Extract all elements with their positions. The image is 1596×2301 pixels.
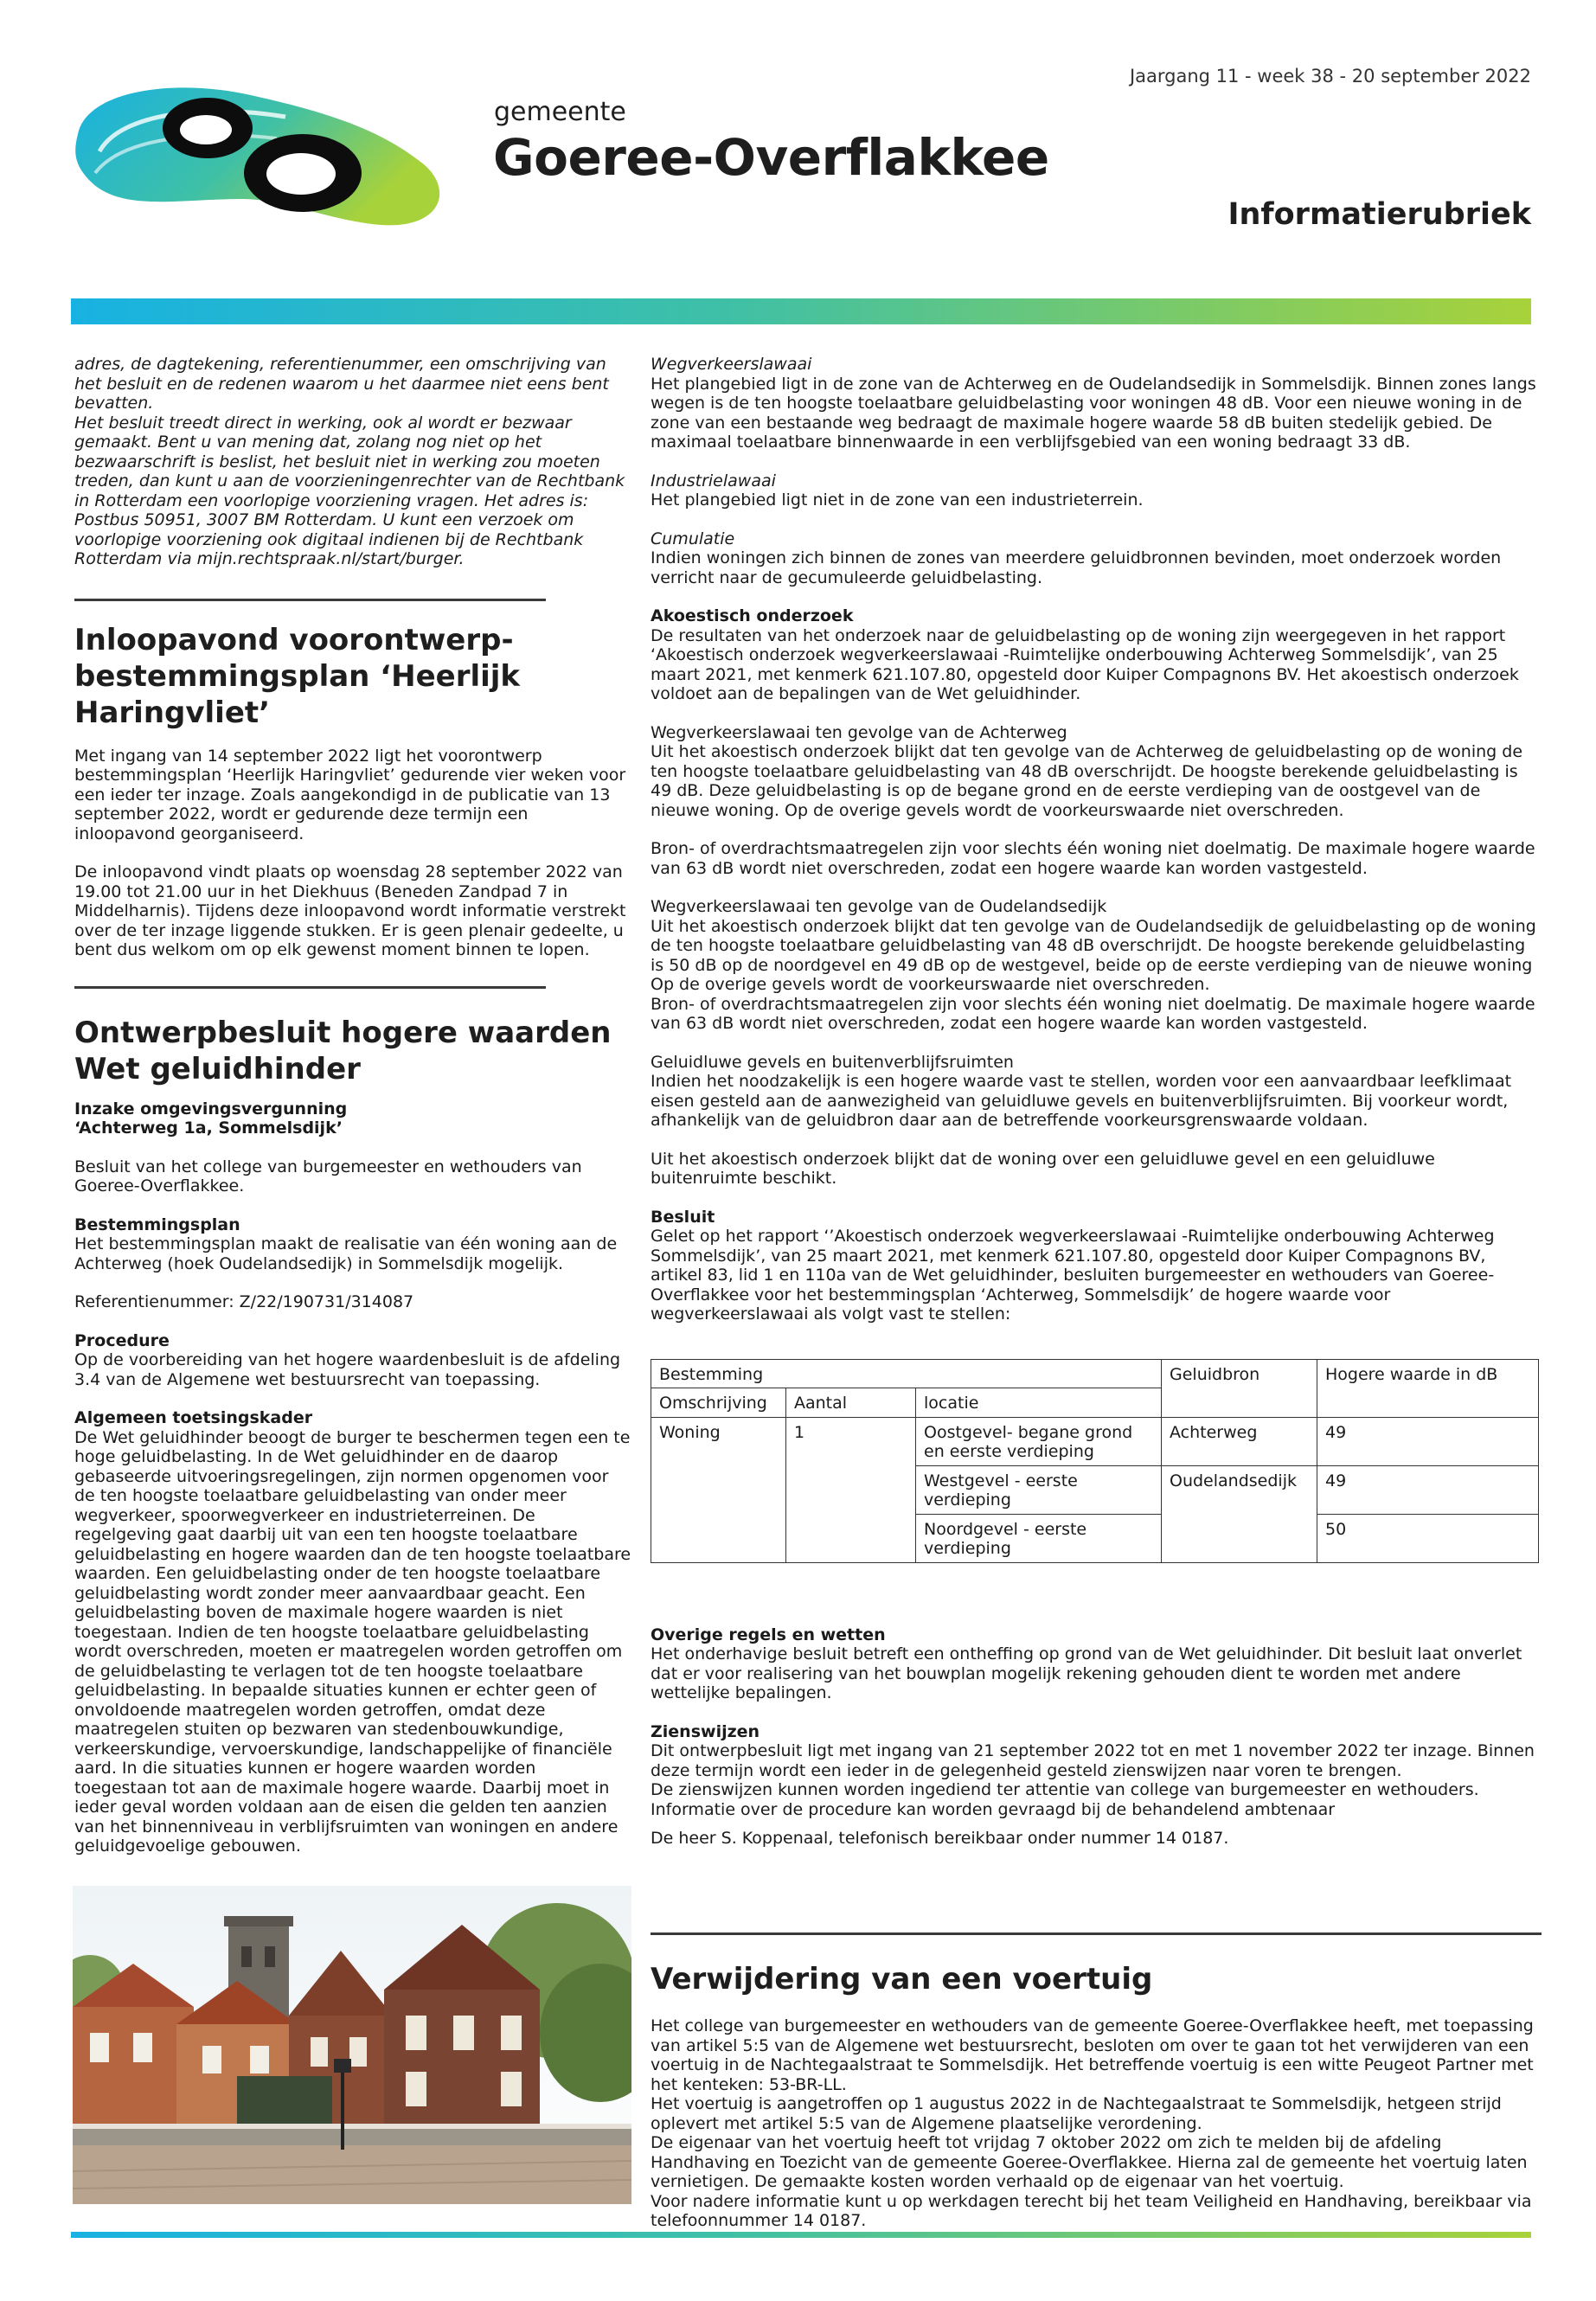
zienswijzen-text: De zienswijzen kunnen worden ingediend ter attentie van college van burgemeester en wethouders. — [651, 1780, 1479, 1799]
table-header: locatie — [916, 1388, 1162, 1418]
voertuig-paragraph: Het college van burgemeester en wethouders van de gemeente Goeree-Overflakkee heeft, met toepassing van artikel 5:5 van de Algemene wet bestuursrecht, besloten om over te gaan tot het verwijderen van een voertuig in de Nachtegaalstraat te Sommelsdijk. Het betreffende voertuig is een witte Peugeot Partner met het kenteken: 53-BR-LL. — [651, 2016, 1534, 2094]
goeree-overflakkee-logo-icon — [69, 69, 458, 234]
table-header: Geluidbron — [1162, 1359, 1317, 1417]
achterweg-bron: Bron- of overdrachtsmaatregelen zijn voor slechts één woning niet doelmatig. De maximale hogere waarde van 63 dB wordt niet overschreden, zodat een hogere waarde kan worden vastgesteld. — [651, 839, 1535, 878]
table-cell: 49 — [1317, 1417, 1539, 1465]
besluit-text: Gelet op het rapport ‘’Akoestisch onderzoek wegverkeerslawaai -Ruimtelijke onderbouwing Achterweg Sommelsdijk’, van 25 maart 2021, met kenmerk 621.107.80, opgesteld door Kuiper Compagnons BV, artikel 83, lid 1 en 110a van de Wet geluidhinder, besluiten burgemeester en wethouders van Goeree-Overflakkee voor het bestemmingsplan ‘Achterweg, Sommelsdijk’ de hogere waarde voor wegverkeerslawaai als volgt vast te stellen: — [651, 1227, 1495, 1324]
overige-text: Het onderhavige besluit betreft een ontheffing op grond van de Wet geluidhinder. Dit besluit laat onverlet dat er voor realisering van het bouwplan mogelijk rekening gehouden dient te worden met andere wettelijke bepalingen. — [651, 1644, 1522, 1702]
table-cell: 50 — [1317, 1514, 1539, 1562]
zienswijzen-text: Informatie over de procedure kan worden gevraagd bij de behandelend ambtenaar — [651, 1799, 1336, 1819]
oudelandsedijk-bron: Bron- of overdrachtsmaatregelen zijn voor slechts één woning niet doelmatig. De maximale hogere waarde van 63 dB wordt niet overschreden, zodat een hogere waarde kan worden vastgesteld. — [651, 994, 1535, 1033]
hogere-waarden-table — [651, 1359, 1539, 1563]
voertuig-section — [651, 1932, 1542, 2231]
gemeente-name: Goeree-Overflakkee — [493, 128, 1049, 187]
table-cell: 1 — [786, 1417, 916, 1562]
table-cell: Westgevel - eerste verdieping — [916, 1465, 1162, 1514]
table-cell: Oudelandsedijk — [1162, 1465, 1317, 1562]
geluidluwe-heading: Geluidluwe gevels en buitenverblijfsruimten — [651, 1052, 1014, 1072]
procedure-text: Op de voorbereiding van het hogere waardenbesluit is de afdeling 3.4 van de Algemene wet bestuursrecht van toepassing. — [74, 1350, 621, 1389]
table-row — [651, 1359, 1539, 1388]
inloop-title: Inloopavond voorontwerp-bestemmingsplan ‘Heerlijk Haringvliet’ — [74, 622, 521, 730]
voertuig-title: Verwijdering van een voertuig — [651, 1962, 1153, 1997]
inloop-paragraph: Met ingang van 14 september 2022 ligt het voorontwerp bestemmingsplan ‘Heerlijk Haringvliet’ gedurende vier weken voor een ieder ter inzage. Zoals aangekondigd in de publicatie van 13 september 2022, wordt er gedurende deze termijn een inloopavond georganiseerd. — [74, 746, 626, 843]
edition-line: Jaargang 11 - week 38 - 20 september 2022 — [1129, 66, 1531, 87]
toetsingskader-heading: Algemeen toetsingskader — [74, 1408, 313, 1427]
bestemmingsplan-heading: Bestemmingsplan — [74, 1215, 240, 1234]
contact-line: De heer S. Koppenaal, telefonisch bereikbaar onder nummer 14 0187. — [651, 1829, 1229, 1848]
inloop-paragraph: De inloopavond vindt plaats op woensdag 28 september 2022 van 19.00 tot 21.00 uur in het Diekhuus (Beneden Zandpad 7 in Middelharnis). Tijdens deze inloopavond wordt informatie verstrekt over de ter inzage liggende stukken. Er is geen plenair gedeelte, u bent dus welkom om op elk gewenst moment binnen te lopen. — [74, 862, 626, 959]
oudelandsedijk-heading: Wegverkeerslawaai ten gevolge van de Oudelandsedijk — [651, 897, 1107, 916]
table-cell: Oostgevel- begane grond en eerste verdieping — [916, 1417, 1162, 1465]
zienswijzen-text: Dit ontwerpbesluit ligt met ingang van 21 september 2022 tot en met 1 november 2022 ter inzage. Binnen deze termijn wordt een ieder in de gelegenheid gesteld zienswijzen naar voren te brengen. — [651, 1741, 1535, 1780]
inzake-line: ‘Achterweg 1a, Sommelsdijk’ — [74, 1118, 343, 1138]
voertuig-paragraph: Het voertuig is aangetroffen op 1 augustus 2022 in de Nachtegaalstraat te Sommelsdijk, hetgeen strijd oplevert met artikel 5:5 van de Algemene plaatselijke verordening. — [651, 2094, 1502, 2133]
town-houses-image — [73, 1886, 631, 2204]
akoestisch-heading: Akoestisch onderzoek — [651, 606, 854, 625]
table-header: Bestemming — [651, 1359, 1162, 1388]
intro-paragraph: Het besluit treedt direct in werking, ook al wordt er bezwaar gemaakt. Bent u van mening dat, zolang nog niet op het bezwaarschrift is beslist, het besluit niet in werking zou moeten treden, dan kunt u aan de voorzieningenrechter van de Rechtbank in Rotterdam een voorlopige voorziening vragen. Het adres is: Postbus 50951, 3007 BM Rotterdam. U kunt een verzoek om voorlopige voorziening ook digitaal indienen bij de Rechtbank Rotterdam via mijn.rechtspraak.nl/start/burger. — [74, 413, 625, 568]
inzake-line: Inzake omgevingsvergunning — [74, 1099, 348, 1118]
besluit-heading: Besluit — [651, 1207, 715, 1227]
gemeente-logo — [69, 69, 458, 237]
section-title: Informatierubriek — [1227, 197, 1531, 232]
akoestisch-text: De resultaten van het onderzoek naar de geluidbelasting op de woning zijn weergegeven in het rapport ‘Akoestisch onderzoek wegverkeerslawaai -Ruimtelijke onderbouwing Achterweg Sommelsdijk’, van 25 maart 2021, met kenmerk 621.107.80, opgesteld door Kuiper Compagnons BV. Het akoestisch onderzoek voldoet aan de bepalingen van de Wet geluidhinder. — [651, 625, 1519, 703]
toetsingskader-text: De Wet geluidhinder beoogt de burger te beschermen tegen een te hoge geluidbelasting. In de Wet geluidhinder en de daarop gebaseerde uitvoeringsregelingen, zijn normen opgenomen voor de ten hoogste toelaatbare geluidbelasting van onder meer wegverkeer, spoorwegverkeer en industrieterreinen. De regelgeving gaat daarbij uit van een ten hoogste toelaatbare geluidbelasting en hogere waarden dan de ten hoogste toelaatbare waarden. Een geluidbelasting onder de ten hoogste toelaatbare geluidbelasting wordt zonder meer aanvaardbaar geacht. Een geluidbelasting boven de maximale hogere waarden is niet toegestaan. Indien de ten hoogste toelaatbare geluidbelasting wordt overschreden, moeten er maatregelen worden getroffen om de geluidbelasting te verlagen tot de ten hoogste toelaatbare geluidbelasting. In bepaalde situaties kunnen er echter geen of onvoldoende maatregelen worden getroffen, omdat deze maatregelen stuiten op bezwaren van stedenbouwkundige, verkeerskundige, vervoerskundige, landschappelijke of financiële aard. In die situaties kunnen er hogere waarden worden toegestaan tot aan de maximale hogere waarde. Daarbij moet in ieder geval worden voldaan aan de eisen die gelden ten aanzien van het binnenniveau in verblijfsruimten van woningen en andere geluidgevoelige gebouwen. — [74, 1427, 631, 1856]
voertuig-paragraph: Voor nadere informatie kunt u op werkdagen terecht bij het team Veiligheid en Handhaving, bereikbaar via telefoonnummer 14 0187. — [651, 2191, 1532, 2230]
cumulatie-text: Indien woningen zich binnen de zones van meerdere geluidbronnen bevinden, moet onderzoek worden verricht naar de gecumuleerde geluidbelasting. — [651, 548, 1502, 587]
oudelandsedijk-text: Uit het akoestisch onderzoek blijkt dat ten gevolge van de Oudelandsedijk de geluidbelasting op de woning de ten hoogste toelaatbare geluidbelasting van 48 dB overschrijdt. De hoogste berekende geluidbelasting is 50 dB op de noordgevel en 49 dB op de westgevel, beide op de eerste verdieping van de nieuwe woning Op de overige gevels wordt de voorkeurswaarde niet overschreden. — [651, 916, 1536, 994]
table-header: Aantal — [786, 1388, 916, 1418]
wegverkeer-text: Het plangebied ligt in de zone van de Achterweg en de Oudelandsedijk in Sommelsdijk. Binnen zones langs wegen is de ten hoogste toelaatbare geluidbelasting voor woningen 48 dB. Voor een nieuwe woning in de zone van een bestaande weg bedraagt de maximale hogere waarde 58 dB buiten stedelijk gebied. De maximaal toelaatbare binnenwaarde in een verblijfsgebied van een woning bedraagt 33 dB. — [651, 374, 1536, 452]
industrie-text: Het plangebied ligt niet in de zone van een industrieterrein. — [651, 490, 1144, 510]
wegverkeer-heading: Wegverkeerslawaai — [651, 355, 812, 374]
industrie-heading: Industrielawaai — [651, 471, 776, 490]
intro-paragraph: adres, de dagtekening, referentienummer, een omschrijving van het besluit en de redenen waarom u het daarmee niet eens bent bevatten. — [74, 355, 609, 413]
geluidluwe-conclusie: Uit het akoestisch onderzoek blijkt dat de woning over een geluidluwe gevel en een geluidluwe buitenruimte beschikt. — [651, 1149, 1435, 1188]
cumulatie-heading: Cumulatie — [651, 529, 735, 548]
zienswijzen-heading: Zienswijzen — [651, 1721, 760, 1741]
right-column — [651, 355, 1542, 1849]
voertuig-paragraph: De eigenaar van het voertuig heeft tot vrijdag 7 oktober 2022 om zich te melden bij de afdeling Handhaving en Toezicht van de gemeente Goeree-Overflakkee. Hierna zal de gemeente het voertuig laten vernietigen. De gemaakte kosten worden verhaald op de eigenaar van het voertuig. — [651, 2133, 1528, 2191]
footer-gradient-bar — [71, 2232, 1531, 2238]
achterweg-text: Uit het akoestisch onderzoek blijkt dat ten gevolge van de Achterweg de geluidbelasting op de woning de ten hoogste toelaatbare geluidbelasting van 48 dB overschrijdt. De hoogste berekende geluidbelasting is 49 dB. Deze geluidbelasting is op de begane grond en de eerste verdieping van de oostgevel van de nieuwe woning. Op de overige gevels wordt de voorkeurswaarde niet overschreden. — [651, 742, 1523, 820]
geluidluwe-text: Indien het noodzakelijk is een hogere waarde vast te stellen, worden voor een aanvaardbaar leefklimaat eisen gesteld aan de aanwezigheid van geluidluwe gevels en buitenverblijfsruimten. Bij voorkeur wordt, afhankelijk van de geluidbron daar aan de betreffende voorkeursgrenswaarde voldaan. — [651, 1072, 1512, 1130]
table-cell: Achterweg — [1162, 1417, 1317, 1465]
overige-heading: Overige regels en wetten — [651, 1625, 886, 1644]
sommelsdijk-photo — [73, 1886, 631, 2204]
table-header: Omschrijving — [651, 1388, 786, 1418]
bestemmingsplan-text: Het bestemmingsplan maakt de realisatie van één woning aan de Achterweg (hoek Oudelandsedijk) in Sommelsdijk mogelijk. — [74, 1234, 618, 1273]
left-column — [74, 355, 633, 1856]
header-gradient-bar — [71, 298, 1531, 324]
referentienummer: Referentienummer: Z/22/190731/314087 — [74, 1292, 414, 1311]
table-row — [651, 1417, 1539, 1465]
achterweg-heading: Wegverkeerslawaai ten gevolge van de Achterweg — [651, 722, 1067, 742]
gemeente-word: gemeente — [494, 97, 626, 127]
besluit-college: Besluit van het college van burgemeester en wethouders van Goeree-Overflakkee. — [74, 1157, 582, 1195]
table-header: Hogere waarde in dB — [1317, 1359, 1539, 1417]
procedure-heading: Procedure — [74, 1330, 170, 1350]
table-cell: Woning — [651, 1417, 786, 1562]
table-cell: Noordgevel - eerste verdieping — [916, 1514, 1162, 1562]
ontwerp-title: Ontwerpbesluit hogere waarden Wet geluidhinder — [74, 1015, 612, 1086]
table-cell: 49 — [1317, 1465, 1539, 1514]
